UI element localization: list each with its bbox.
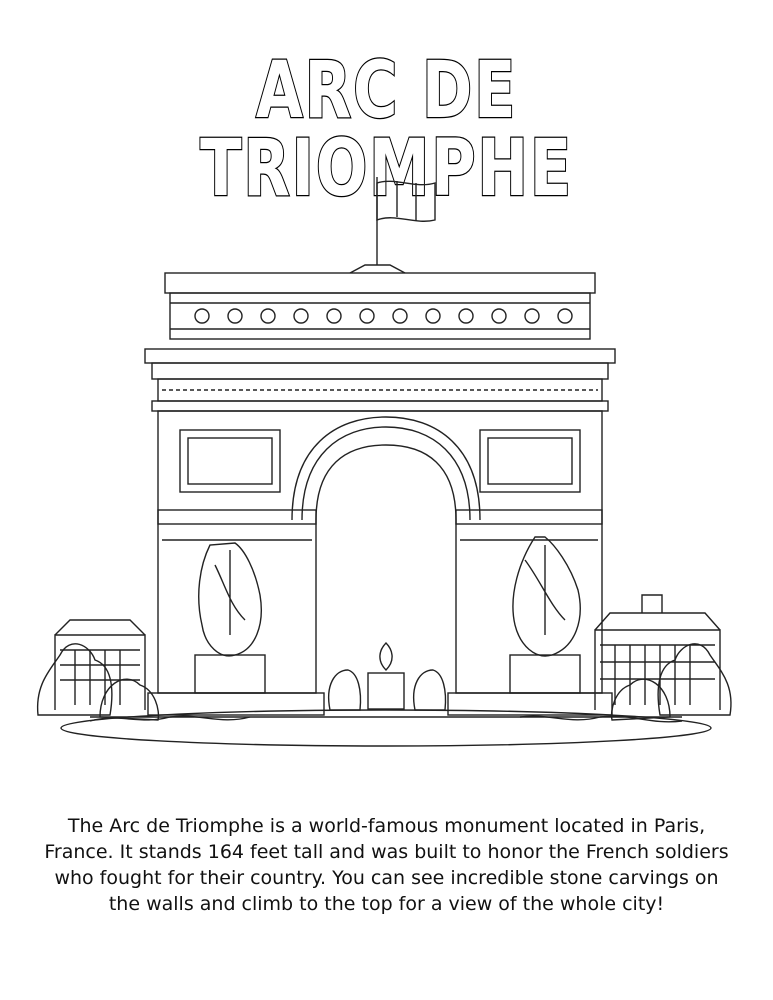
attic [165, 273, 595, 339]
base-steps [90, 693, 682, 722]
description-line: France. It stands 164 feet tall and was built to honor the French soldiers [44, 841, 729, 863]
description-paragraph [30, 813, 743, 917]
arch-body [158, 411, 602, 693]
arc-de-triomphe-illustration [30, 165, 742, 760]
eternal-flame [368, 643, 404, 709]
attic-roundels [195, 309, 572, 323]
flag [350, 177, 435, 273]
description-line: who fought for their country. You can see incredible stone carvings on [54, 867, 719, 889]
right-sculpture [510, 537, 580, 693]
description-line: the walls and climb to the top for a view of the whole city! [108, 893, 665, 915]
left-sculpture [195, 543, 265, 693]
description-line: The Arc de Triomphe is a world-famous monument located in Paris, [67, 815, 706, 837]
cornice [145, 349, 615, 411]
left-buildings [55, 620, 145, 710]
page-title: ARC DE TRIOMPHE [200, 46, 573, 214]
